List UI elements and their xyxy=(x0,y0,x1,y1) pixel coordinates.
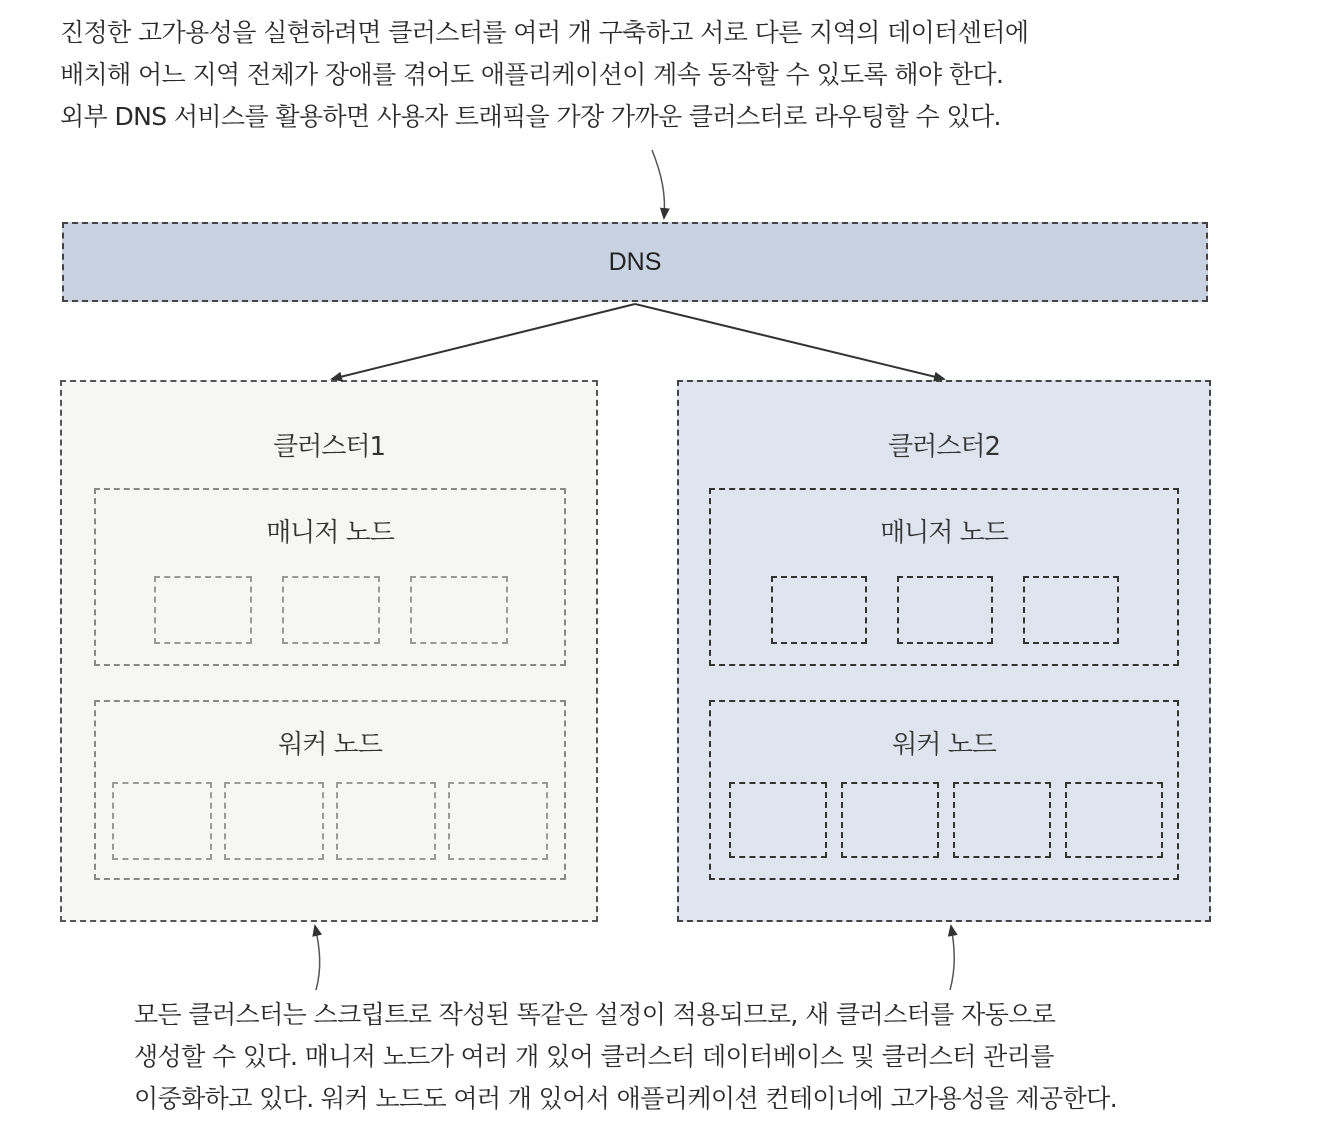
cluster-1-manager-label: 매니저 노드 xyxy=(266,518,394,548)
dns-to-cluster-2-arrow xyxy=(635,304,944,379)
cluster-1-worker-label: 워커 노드 xyxy=(278,730,382,760)
cluster-2-pointer-arrow xyxy=(950,926,954,990)
bottom-caption-line-1: 모든 클러스터는 스크립트로 작성된 똑같은 설정이 적용되므로, 새 클러스터를 자동으로 xyxy=(134,1000,1056,1029)
bottom-caption-line-3: 이중화하고 있다. 워커 노드도 여러 개 있어서 애플리케이션 컨테이너에 고가용성을 제공한다. xyxy=(134,1084,1118,1113)
cluster-2-title: 클러스터2 xyxy=(887,432,1000,462)
bottom-caption-line-2: 생성할 수 있다. 매니저 노드가 여러 개 있어 클러스터 데이터베이스 및 클러스터 관리를 xyxy=(134,1042,1054,1071)
cluster-1-pointer-arrow xyxy=(315,926,320,990)
top-caption-line-1: 진정한 고가용성을 실현하려면 클러스터를 여러 개 구축하고 서로 다른 지역의 데이터센터에 xyxy=(60,18,1029,47)
cluster-2-manager-label: 매니저 노드 xyxy=(880,518,1008,548)
cluster-1-title: 클러스터1 xyxy=(272,432,385,462)
dns-to-cluster-1-arrow xyxy=(332,304,635,379)
top-caption-line-3: 외부 DNS 서비스를 활용하면 사용자 트래픽을 가장 가까운 클러스터로 라우팅할 수 있다. xyxy=(60,102,1001,131)
top-caption-pointer-arrow xyxy=(652,150,665,218)
top-caption-line-2: 배치해 어느 지역 전체가 장애를 겪어도 애플리케이션이 계속 동작할 수 있도록 해야 한다. xyxy=(60,60,1004,89)
cluster-2-worker-label: 워커 노드 xyxy=(892,730,996,760)
bottom-caption xyxy=(134,994,1117,1120)
dns-label: DNS xyxy=(608,248,662,276)
